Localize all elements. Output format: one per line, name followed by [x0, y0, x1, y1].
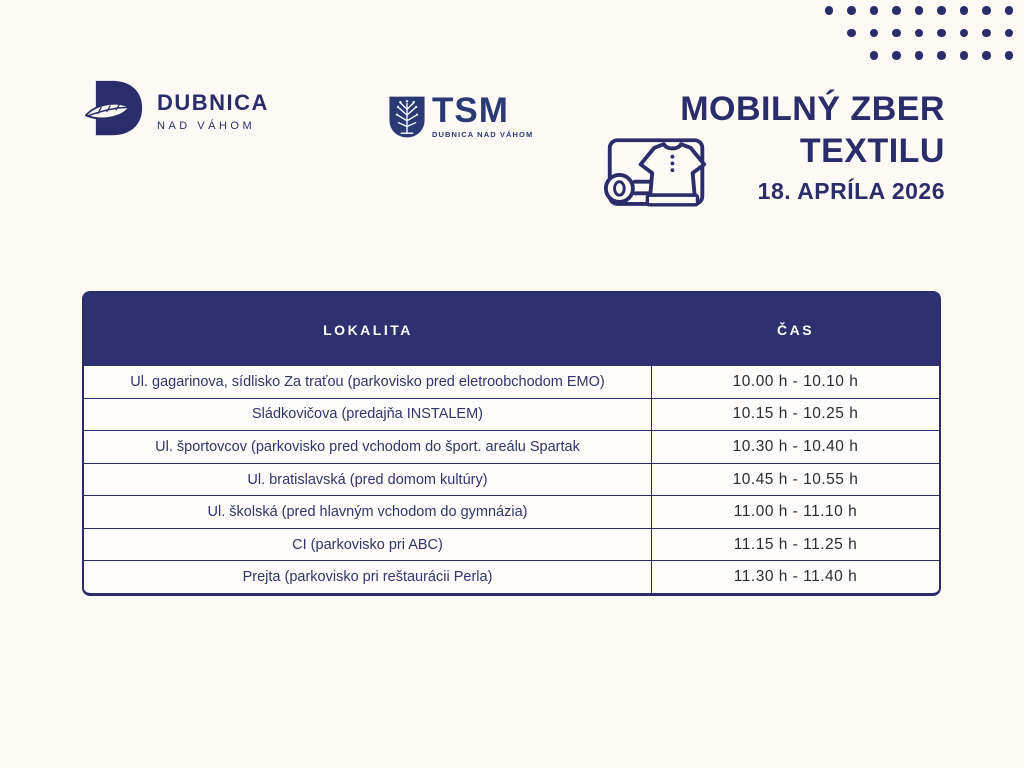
time-cell: 10.45 h - 10.55 h	[732, 470, 859, 488]
decor-dot	[982, 29, 991, 38]
decor-dot	[960, 29, 969, 38]
decor-dot	[870, 6, 879, 15]
table-row	[84, 495, 939, 528]
decor-dot	[982, 6, 991, 15]
dubnica-d-leaf-logo-icon	[85, 78, 143, 143]
location-cell: Sládkovičova (predajňa INSTALEM)	[84, 399, 652, 431]
time-cell: 10.30 h - 10.40 h	[732, 437, 859, 455]
dot-row	[825, 51, 1014, 60]
table-body	[84, 366, 939, 593]
decor-dot	[847, 29, 856, 38]
table-header-row	[84, 293, 939, 366]
decor-dot	[1005, 51, 1014, 60]
time-cell: 10.15 h - 10.25 h	[732, 405, 859, 423]
decor-dot	[937, 51, 946, 60]
decor-dot	[825, 6, 834, 15]
table-row	[84, 430, 939, 463]
time-cell: 11.00 h - 11.10 h	[733, 503, 858, 521]
time-cell: 11.30 h - 11.40 h	[733, 568, 858, 586]
page-title-line1: MOBILNÝ ZBER	[680, 90, 945, 128]
decor-dot	[915, 6, 924, 15]
location-cell: Ul. školská (pred hlavným vchodom do gymnázia)	[84, 496, 652, 528]
decor-dot	[892, 51, 901, 60]
decor-dot	[847, 6, 856, 15]
decor-dot	[937, 6, 946, 15]
decor-dot	[892, 6, 901, 15]
decor-dot	[960, 6, 969, 15]
table-row	[84, 366, 939, 398]
decor-dot	[1005, 29, 1014, 38]
time-cell: 10.00 h - 10.10 h	[732, 372, 859, 390]
decor-dot	[1005, 6, 1014, 15]
tsm-logo-subtitle: DUBNICA NAD VÁHOM	[432, 130, 534, 139]
dubnica-city-logo	[85, 78, 269, 143]
page-title-line2: TEXTILU	[799, 132, 945, 170]
tsm-shield-tree-logo-icon	[388, 95, 426, 144]
decor-dot	[892, 29, 901, 38]
decor-dot	[915, 29, 924, 38]
event-date: 18. APRÍLA 2026	[757, 178, 945, 204]
decor-dot	[937, 29, 946, 38]
location-cell: Ul. športovcov (parkovisko pred vchodom do šport. areálu Spartak	[84, 431, 652, 463]
column-header-cas: ČAS	[776, 321, 815, 338]
tsm-company-logo	[388, 91, 534, 144]
time-cell: 11.15 h - 11.25 h	[733, 535, 858, 553]
column-header-lokalita: LOKALITA	[323, 321, 413, 338]
textile-roll-and-tshirt-icon	[603, 133, 711, 220]
location-cell: CI (parkovisko pri ABC)	[84, 529, 652, 561]
table-row	[84, 560, 939, 593]
location-cell: Ul. bratislavská (pred domom kultúry)	[84, 464, 652, 496]
decor-dot	[960, 51, 969, 60]
location-cell: Prejta (parkovisko pri reštaurácii Perla)	[84, 561, 652, 593]
banner	[680, 88, 945, 205]
table-row	[84, 463, 939, 496]
schedule-table	[82, 291, 941, 596]
dot-row	[825, 6, 1014, 15]
location-cell: Ul. gagarinova, sídlisko Za traťou (parkovisko pred eletroobchodom EMO)	[84, 366, 652, 398]
decor-dot	[870, 51, 879, 60]
table-row	[84, 398, 939, 431]
dubnica-logo-name: DUBNICA	[157, 89, 269, 115]
dubnica-logo-subtitle: NAD VÁHOM	[157, 119, 256, 132]
decorative-dot-grid	[825, 6, 1014, 74]
decor-dot	[915, 51, 924, 60]
dot-row	[825, 29, 1014, 38]
table-row	[84, 528, 939, 561]
decor-dot	[870, 29, 879, 38]
decor-dot	[982, 51, 991, 60]
tsm-logo-name: TSM	[432, 91, 509, 130]
